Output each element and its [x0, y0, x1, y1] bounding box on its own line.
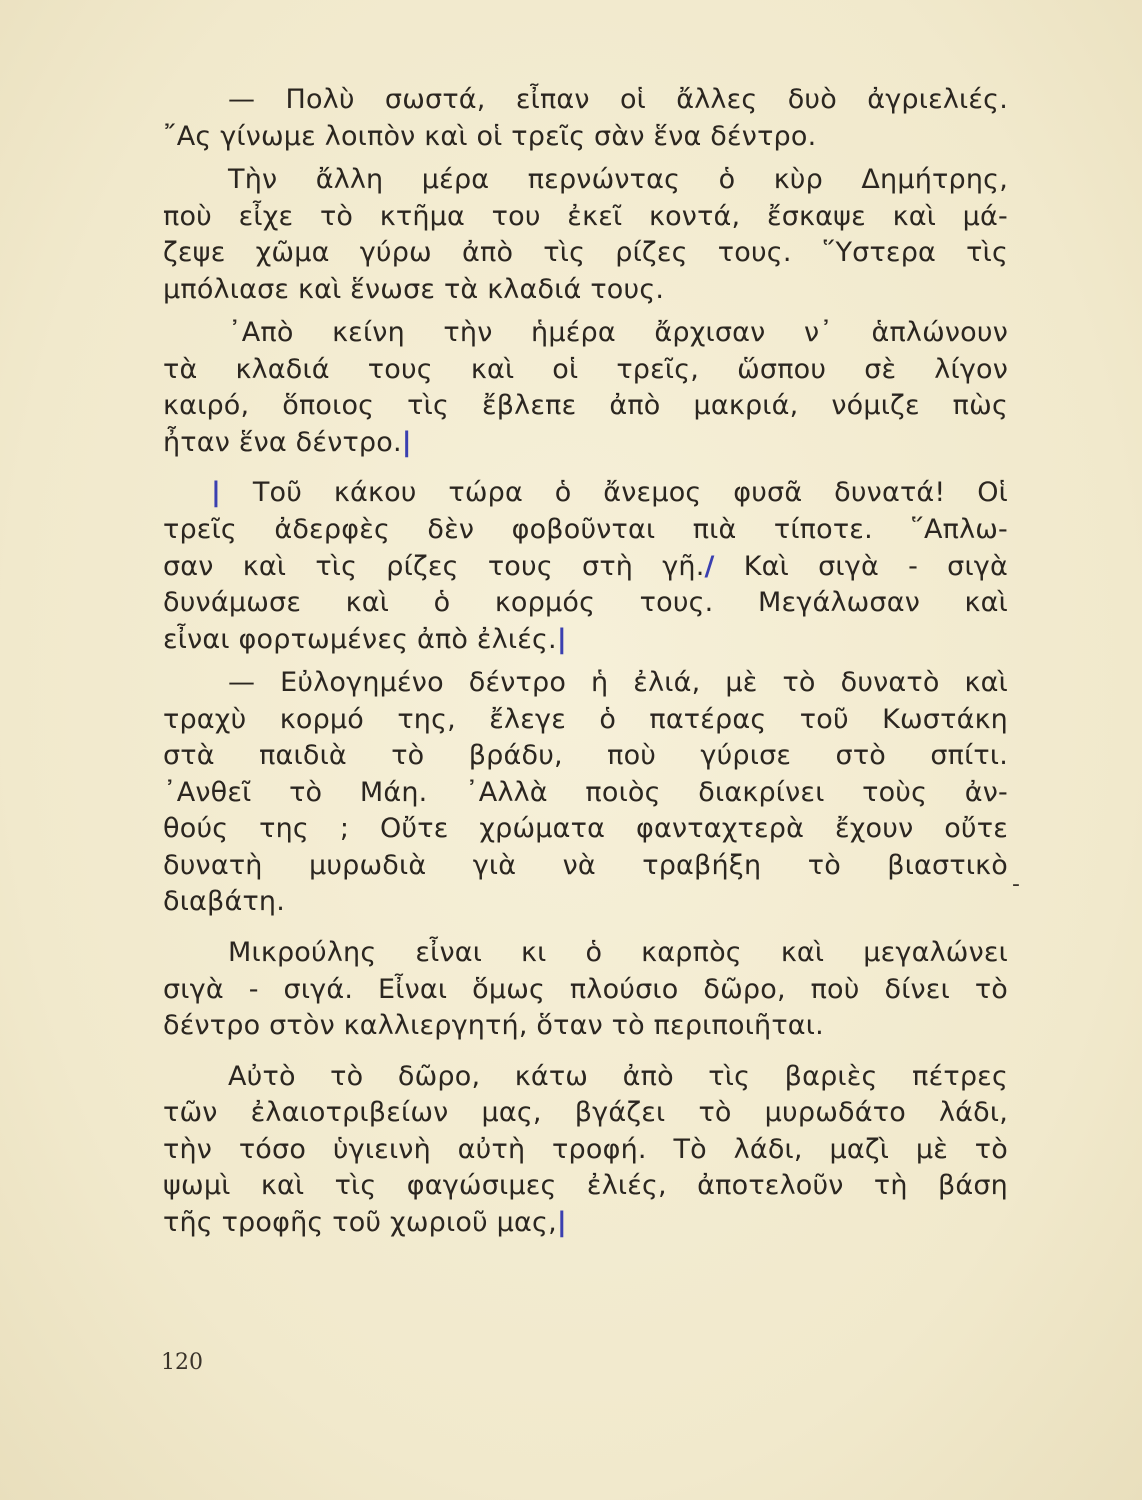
text-line — [163, 1205, 1008, 1242]
text-line: τὴν τόσο ὑγιεινὴ αὐτὴ τροφή. Τὸ λάδι, μαζὶ μὲ τὸ — [163, 1133, 1008, 1165]
text-segment: σαν καὶ τὶς ρίζες τους στὴ γῆ. — [163, 550, 705, 582]
text-line: τῶν ἐλαιοτριβείων μας, βγάζει τὸ μυρωδάτο λάδι, — [163, 1097, 1008, 1129]
text-line — [163, 549, 1008, 586]
text-segment: ἦταν ἕνα δέντρο. — [163, 426, 402, 458]
text-line: θούς της ; Οὔτε χρώματα φανταχτερὰ ἔχουν οὔτε — [163, 813, 1008, 845]
text-line: τὰ κλαδιά τους καὶ οἱ τρεῖς, ὥσπου σὲ λίγον — [163, 353, 1008, 385]
text-line: καιρό, ὅποιος τὶς ἔβλεπε ἀπὸ μακριά, νόμιζε πὼς — [163, 390, 1008, 422]
page-number: 120 — [161, 1350, 203, 1375]
margin-dash: ‑ — [1012, 872, 1020, 897]
pencil-mark: | — [556, 1206, 567, 1238]
text-segment: εἶναι φορτωμένες ἀπὸ ἐλιές. — [163, 623, 557, 655]
pencil-mark: | — [401, 426, 412, 458]
text-line: τρεῖς ἀδερφὲς δὲν φοβοῦνται πιὰ τίποτε. ῞Απλω- — [163, 514, 1008, 546]
text-line: δέντρο στὸν καλλιεργητή, ὅταν τὸ περιποιῆται. — [163, 1010, 824, 1042]
text-line: στὰ παιδιὰ τὸ βράδυ, ποὺ γύρισε στὸ σπίτι. — [163, 740, 1008, 772]
text-line: — Εὐλογημένο δέντρο ἡ ἐλιά, μὲ τὸ δυνατὸ καὶ — [228, 667, 1008, 699]
text-line — [163, 425, 1008, 462]
text-line: δυνατὴ μυρωδιὰ γιὰ νὰ τραβήξη τὸ βιαστικὸ — [163, 849, 1008, 881]
text-line: δυνάμωσε καὶ ὁ κορμός τους. Μεγάλωσαν καὶ — [163, 587, 1008, 619]
text-line: Μικρούλης εἶναι κι ὁ καρπὸς καὶ μεγαλώνει — [228, 937, 1008, 969]
text-line — [163, 475, 1008, 512]
text-line: ψωμὶ καὶ τὶς φαγώσιμες ἐλιές, ἀποτελοῦν τὴ βάση — [163, 1170, 1008, 1202]
text-line: τραχὺ κορμό της, ἔλεγε ὁ πατέρας τοῦ Κωστάκη — [163, 703, 1008, 735]
body-text — [163, 82, 1008, 1241]
text-line: ᾿Απὸ κείνη τὴν ἡμέρα ἄρχισαν ν᾿ ἁπλώνουν — [228, 317, 1008, 349]
text-line: σιγὰ - σιγά. Εἶναι ὅμως πλούσιο δῶρο, ποὺ δίνει τὸ — [163, 973, 1008, 1005]
text-segment: Καὶ σιγὰ - σιγὰ — [743, 550, 1008, 582]
pencil-mark: | — [556, 623, 567, 655]
pencil-mark: | — [211, 477, 222, 509]
text-line: διαβάτη. — [163, 886, 286, 918]
text-line: ζεψε χῶμα γύρω ἀπὸ τὶς ρίζες τους. ῞Υστερα τὶς — [163, 237, 1008, 269]
text-line: μπόλιασε καὶ ἕνωσε τὰ κλαδιά τους. — [163, 273, 665, 305]
text-line: ποὺ εἶχε τὸ κτῆμα του ἐκεῖ κοντά, ἔσκαψε καὶ μά- — [163, 200, 1008, 232]
text-segment: Τοῦ κάκου τώρα ὁ ἄνεμος φυσᾶ δυνατά! Οἱ — [252, 477, 1008, 509]
text-segment: τῆς τροφῆς τοῦ χωριοῦ μας, — [163, 1206, 557, 1238]
slash-mark: / — [704, 550, 715, 582]
text-line — [163, 622, 1008, 659]
text-line: — Πολὺ σωστά, εἶπαν οἱ ἄλλες δυὸ ἀγριελιές. — [228, 84, 1008, 115]
text-line: Τὴν ἄλλη μέρα περνώντας ὁ κὺρ Δημήτρης, — [228, 164, 1008, 196]
text-line: ῎Ας γίνωμε λοιπὸν καὶ οἱ τρεῖς σὰν ἕνα δέντρο. — [163, 120, 817, 152]
text-line: ᾿Ανθεῖ τὸ Μάη. ᾿Αλλὰ ποιὸς διακρίνει τοὺς ἀν- — [163, 776, 1008, 808]
text-line: Αὐτὸ τὸ δῶρο, κάτω ἀπὸ τὶς βαριὲς πέτρες — [228, 1060, 1008, 1092]
